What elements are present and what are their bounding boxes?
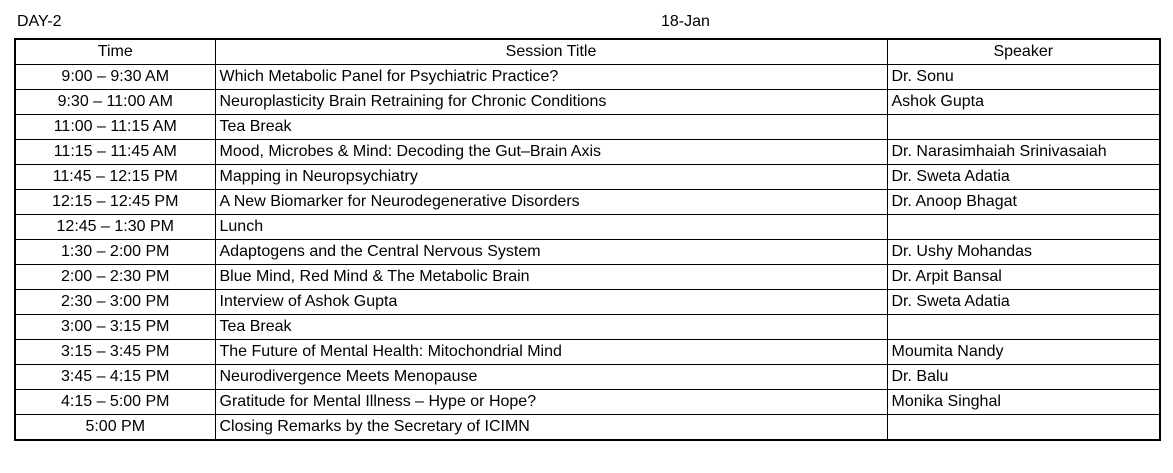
speaker-cell: Dr. Ushy Mohandas bbox=[887, 240, 1160, 265]
column-header-speaker: Speaker bbox=[887, 39, 1160, 65]
date-label: 18-Jan bbox=[661, 13, 710, 30]
header-row bbox=[0, 10, 1173, 36]
time-cell: 11:00 – 11:15 AM bbox=[15, 115, 215, 140]
time-cell: 11:15 – 11:45 AM bbox=[15, 140, 215, 165]
table-row bbox=[15, 65, 1160, 90]
speaker-cell: Dr. Balu bbox=[887, 365, 1160, 390]
speaker-cell: Monika Singhal bbox=[887, 390, 1160, 415]
speaker-cell bbox=[887, 115, 1160, 140]
time-cell: 3:15 – 3:45 PM bbox=[15, 340, 215, 365]
time-cell: 3:45 – 4:15 PM bbox=[15, 365, 215, 390]
table-row bbox=[15, 340, 1160, 365]
session-title-cell: Mood, Microbes & Mind: Decoding the Gut–Brain Axis bbox=[215, 140, 887, 165]
speaker-cell: Dr. Sweta Adatia bbox=[887, 165, 1160, 190]
speaker-cell: Dr. Sweta Adatia bbox=[887, 290, 1160, 315]
day-label: DAY-2 bbox=[17, 13, 62, 30]
time-cell: 4:15 – 5:00 PM bbox=[15, 390, 215, 415]
table-row bbox=[15, 240, 1160, 265]
table-row bbox=[15, 315, 1160, 340]
time-cell: 2:00 – 2:30 PM bbox=[15, 265, 215, 290]
speaker-cell: Dr. Narasimhaiah Srinivasaiah bbox=[887, 140, 1160, 165]
session-title-cell: Blue Mind, Red Mind & The Metabolic Brain bbox=[215, 265, 887, 290]
speaker-cell bbox=[887, 315, 1160, 340]
session-title-cell: Neuroplasticity Brain Retraining for Chronic Conditions bbox=[215, 90, 887, 115]
table-row bbox=[15, 415, 1160, 441]
session-title-cell: The Future of Mental Health: Mitochondrial Mind bbox=[215, 340, 887, 365]
session-title-cell: Closing Remarks by the Secretary of ICIMN bbox=[215, 415, 887, 441]
table-row bbox=[15, 365, 1160, 390]
speaker-cell: Dr. Sonu bbox=[887, 65, 1160, 90]
table-row bbox=[15, 265, 1160, 290]
speaker-cell: Ashok Gupta bbox=[887, 90, 1160, 115]
session-title-cell: Tea Break bbox=[215, 115, 887, 140]
time-cell: 5:00 PM bbox=[15, 415, 215, 441]
time-cell: 12:15 – 12:45 PM bbox=[15, 190, 215, 215]
session-title-cell: Neurodivergence Meets Menopause bbox=[215, 365, 887, 390]
column-header-session-title: Session Title bbox=[215, 39, 887, 65]
speaker-cell bbox=[887, 215, 1160, 240]
time-cell: 9:30 – 11:00 AM bbox=[15, 90, 215, 115]
time-cell: 3:00 – 3:15 PM bbox=[15, 315, 215, 340]
time-cell: 12:45 – 1:30 PM bbox=[15, 215, 215, 240]
column-header-time: Time bbox=[15, 39, 215, 65]
schedule-table bbox=[14, 38, 1161, 441]
session-title-cell: Lunch bbox=[215, 215, 887, 240]
table-row bbox=[15, 140, 1160, 165]
table-row bbox=[15, 165, 1160, 190]
table-row bbox=[15, 90, 1160, 115]
session-title-cell: Gratitude for Mental Illness – Hype or Hope? bbox=[215, 390, 887, 415]
session-title-cell: Adaptogens and the Central Nervous System bbox=[215, 240, 887, 265]
table-row bbox=[15, 115, 1160, 140]
time-cell: 2:30 – 3:00 PM bbox=[15, 290, 215, 315]
speaker-cell: Dr. Anoop Bhagat bbox=[887, 190, 1160, 215]
table-row bbox=[15, 215, 1160, 240]
schedule-body bbox=[15, 65, 1160, 441]
speaker-cell: Moumita Nandy bbox=[887, 340, 1160, 365]
time-cell: 11:45 – 12:15 PM bbox=[15, 165, 215, 190]
session-title-cell: Tea Break bbox=[215, 315, 887, 340]
speaker-cell: Dr. Arpit Bansal bbox=[887, 265, 1160, 290]
session-title-cell: A New Biomarker for Neurodegenerative Disorders bbox=[215, 190, 887, 215]
time-cell: 1:30 – 2:00 PM bbox=[15, 240, 215, 265]
session-title-cell: Which Metabolic Panel for Psychiatric Practice? bbox=[215, 65, 887, 90]
table-row bbox=[15, 390, 1160, 415]
speaker-cell bbox=[887, 415, 1160, 441]
session-title-cell: Mapping in Neuropsychiatry bbox=[215, 165, 887, 190]
table-row bbox=[15, 290, 1160, 315]
table-row bbox=[15, 190, 1160, 215]
time-cell: 9:00 – 9:30 AM bbox=[15, 65, 215, 90]
session-title-cell: Interview of Ashok Gupta bbox=[215, 290, 887, 315]
table-header-row bbox=[15, 39, 1160, 65]
